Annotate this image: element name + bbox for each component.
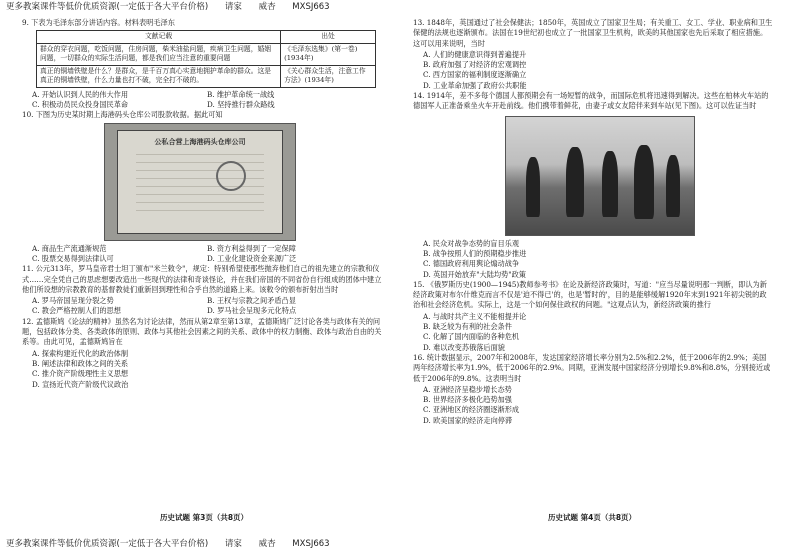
option-a: A. 开始认识到人民的伟大作用	[32, 89, 129, 99]
top-banner	[0, 0, 794, 14]
page-footer-right: 历史试题 第4页（共8页）	[548, 513, 637, 522]
left-page	[22, 18, 382, 390]
question-12-stem: 12. 孟德斯鸠《论法的精神》虽然名为讨论法律，然而从第2章至第13章，孟德斯鸠广泛讨论各类与政体有关的问题，包括政体分类、各类政体的原则、政体与其他社会因素之间的关系、政体中的权力制衡、政体与政治自由的关系等。由此可见，孟德斯鸠旨在	[22, 316, 382, 347]
option-d: D. 坚持推行群众路线	[207, 100, 275, 110]
option-d: D. 工业化建设资金来源广泛	[207, 253, 297, 263]
question-14	[413, 91, 773, 280]
option-d: D. 罗马社会呈现多元化特点	[207, 306, 297, 316]
option-c: C. 亚洲地区的经济圈逐渐形成	[423, 405, 520, 415]
question-10-stem: 10. 下图为历史某时期上海港码头仓库公司股款收据。据此可知	[22, 110, 223, 120]
table-cell-source: 《毛泽东选集》(第一卷)(1934年)	[281, 43, 376, 65]
banner-contact-name: 威杏	[258, 2, 276, 12]
option-c: C. 推介资产阶级理性主义思想	[32, 369, 129, 379]
question-10	[22, 110, 382, 264]
option-b: B. 政府加强了对经济的宏观调控	[423, 60, 527, 70]
question-15-stem: 15. 《俄罗斯历史(1900—1945)教师参考书》在论及新经济政策时，写道："应当尽量说明那一判断，即认为新经济政策对布尔什维克而言不仅是'迫不得已'的，也是'暂时的'，目的是能够缓解1920年末到1921年初尖锐的政治和社会经济危机。实际上，这是一个如何保住政权的问题。"这观点认为，新经济政策的推行	[413, 279, 767, 310]
options	[22, 349, 382, 390]
options	[22, 296, 382, 317]
figure-silhouette	[566, 147, 584, 217]
figure-silhouette	[634, 145, 654, 219]
table-row	[37, 65, 376, 87]
banner-code: MXSJ663	[292, 539, 330, 549]
option-b: B. 维护革命统一战线	[207, 89, 275, 99]
banner-contact-name: 威杏	[258, 539, 276, 549]
banner-code: MXSJ663	[292, 2, 330, 12]
option-a: A. 罗马帝国呈现分裂之势	[32, 296, 114, 306]
option-d: D. 欧美国家的经济走向停滞	[423, 415, 513, 425]
option-d: D. 宣扬近代资产阶级代议政治	[32, 379, 129, 389]
option-b: B. 缺乏较为有利的社会条件	[423, 322, 512, 332]
options	[22, 90, 382, 111]
option-c: C. 教会严格控制人们的思想	[32, 306, 121, 316]
banner-contact-label: 请家	[224, 2, 242, 12]
figure-silhouette	[602, 151, 618, 217]
banner-title: 更多教案课件等低价优质资源(一定低于各大平台价格)	[6, 539, 209, 549]
option-b: B. 资方利益得到了一定保障	[207, 243, 296, 253]
right-page	[413, 18, 773, 426]
figure-silhouette	[666, 155, 680, 217]
options	[413, 50, 773, 91]
table-cell-text: 真正的铜墙铁壁是什么？是群众，是千百万真心实意地拥护革命的群众。这是真正的铜墙铁壁，什么力量也打不破，完全打不破的。	[37, 65, 281, 87]
stock-receipt-image	[104, 123, 296, 241]
figure-silhouette	[526, 157, 540, 217]
question-12	[22, 317, 382, 390]
option-a: A. 民众对战争态势的盲目乐观	[423, 238, 520, 248]
table-header-record: 文献记载	[37, 31, 281, 44]
option-a: A. 亚洲经济呈稳步增长态势	[423, 384, 512, 394]
receipt-title: 公私合营上海港码头仓库公司	[154, 136, 246, 146]
option-b: B. 王权与宗教之间矛盾凸显	[207, 296, 296, 306]
question-16	[413, 353, 773, 426]
question-16-stem: 16. 统计数据显示，2007年和2008年，发达国家经济增长率分别为2.5%和2.2%，低于2006年的2.9%；美国两年经济增长率为1.9%，低于2006年的2.9%。同期，亚洲发展中国家经济分别增长9.8%和8.8%，分别接近或低于2006年的9.8%。这表明当时	[413, 352, 771, 383]
banner-title: 更多教案课件等低价优质资源(一定低于各大平台价格)	[6, 2, 209, 12]
table-row	[37, 43, 376, 65]
options	[22, 244, 382, 265]
options	[413, 312, 773, 353]
question-9	[22, 18, 382, 110]
bottom-banner	[0, 537, 794, 551]
table-cell-source: 《关心群众生活，注意工作方法》(1934年)	[281, 65, 376, 87]
option-b: B. 世界经济多极化趋势加强	[423, 395, 512, 405]
option-c: C. 积极动员民众投身国民革命	[32, 100, 129, 110]
option-d: D. 工业革命加强了政府公共职能	[423, 80, 527, 90]
option-a: A. 人们的健康意识得到普遍提升	[423, 49, 527, 59]
question-11	[22, 264, 382, 316]
option-a: A. 与战时共产主义不能相提并论	[423, 311, 527, 321]
soldiers-photo	[505, 116, 695, 236]
option-d: D. 难以改变苏俄落后面貌	[423, 342, 505, 352]
options	[413, 239, 773, 280]
option-d: D. 英国开始放弃"大陆均势"政策	[423, 269, 526, 279]
option-a: A. 探索构建近代化的政治体制	[32, 348, 129, 358]
options	[413, 385, 773, 426]
question-13-stem: 13. 1848年，英国通过了社会保健法；1850年，英国成立了国家卫生局；有关重工、女工、学业、职业病和卫生保健的法规也逐渐颁布。法国在19世纪初也成立了一批国家卫生机构，欧美的其他国家也先后采取了相应措施。这可以用来说明，当时	[413, 18, 773, 48]
option-c: C. 股票交易得到法律认可	[32, 253, 114, 263]
receipt-paper	[117, 130, 283, 234]
option-c: C. 西方国家的福利制度逐渐确立	[423, 70, 527, 80]
source-table	[36, 30, 376, 88]
option-c: C. 德国政府利用舆论煽动战争	[423, 259, 520, 269]
table-header-source: 出处	[281, 31, 376, 44]
option-b: B. 阐述法律和政体之间的关系	[32, 358, 129, 368]
question-13	[413, 18, 773, 91]
question-9-stem: 9. 下表为毛泽东部分讲话内容。材料表明毛泽东	[22, 18, 175, 27]
banner-contact-label: 请家	[224, 539, 242, 549]
question-11-stem: 11. 公元313年，罗马皇帝君士坦丁颁布"米兰敕令"，规定：特别希望使那些抛弃他们自己的祖先建立的宗教和仪式……完全凭自己的思虑想要改造出一些现代的法律和奇谈怪论，并在我们帝国的不同省份自行组成的团体中建立他们所设想的宗教教育的基督教徒们重新回到理性和合乎自然的道路上来。该敕令的颁布折射出当时	[22, 264, 382, 294]
question-15	[413, 280, 773, 353]
seal-stamp	[216, 161, 246, 191]
page-footer-left: 历史试题 第3页（共8页）	[160, 513, 249, 522]
option-a: A. 商品生产流通渐规范	[32, 243, 107, 253]
option-c: C. 化解了国内面临的各种危机	[423, 332, 520, 342]
question-14-stem: 14. 1914年，差不多每个德国人都预期会有一场短暂的战争，而国际危机将迅速得到解决。这些在柏林火车站的德国军人正准备乘坐火车开赴前线。他们携带着鲜花，由妻子或女友陪伴来到车站(见下图)。这可以佐证当时	[413, 91, 769, 111]
option-b: B. 战争按照人们的预期稳步推进	[423, 248, 527, 258]
table-cell-text: 群众的穿衣问题，吃饭问题，住房问题，柴米油盐问题，疾病卫生问题，婚姻问题，一切群众的实际生活问题，都是我们应当注意的重要问题	[37, 43, 281, 65]
